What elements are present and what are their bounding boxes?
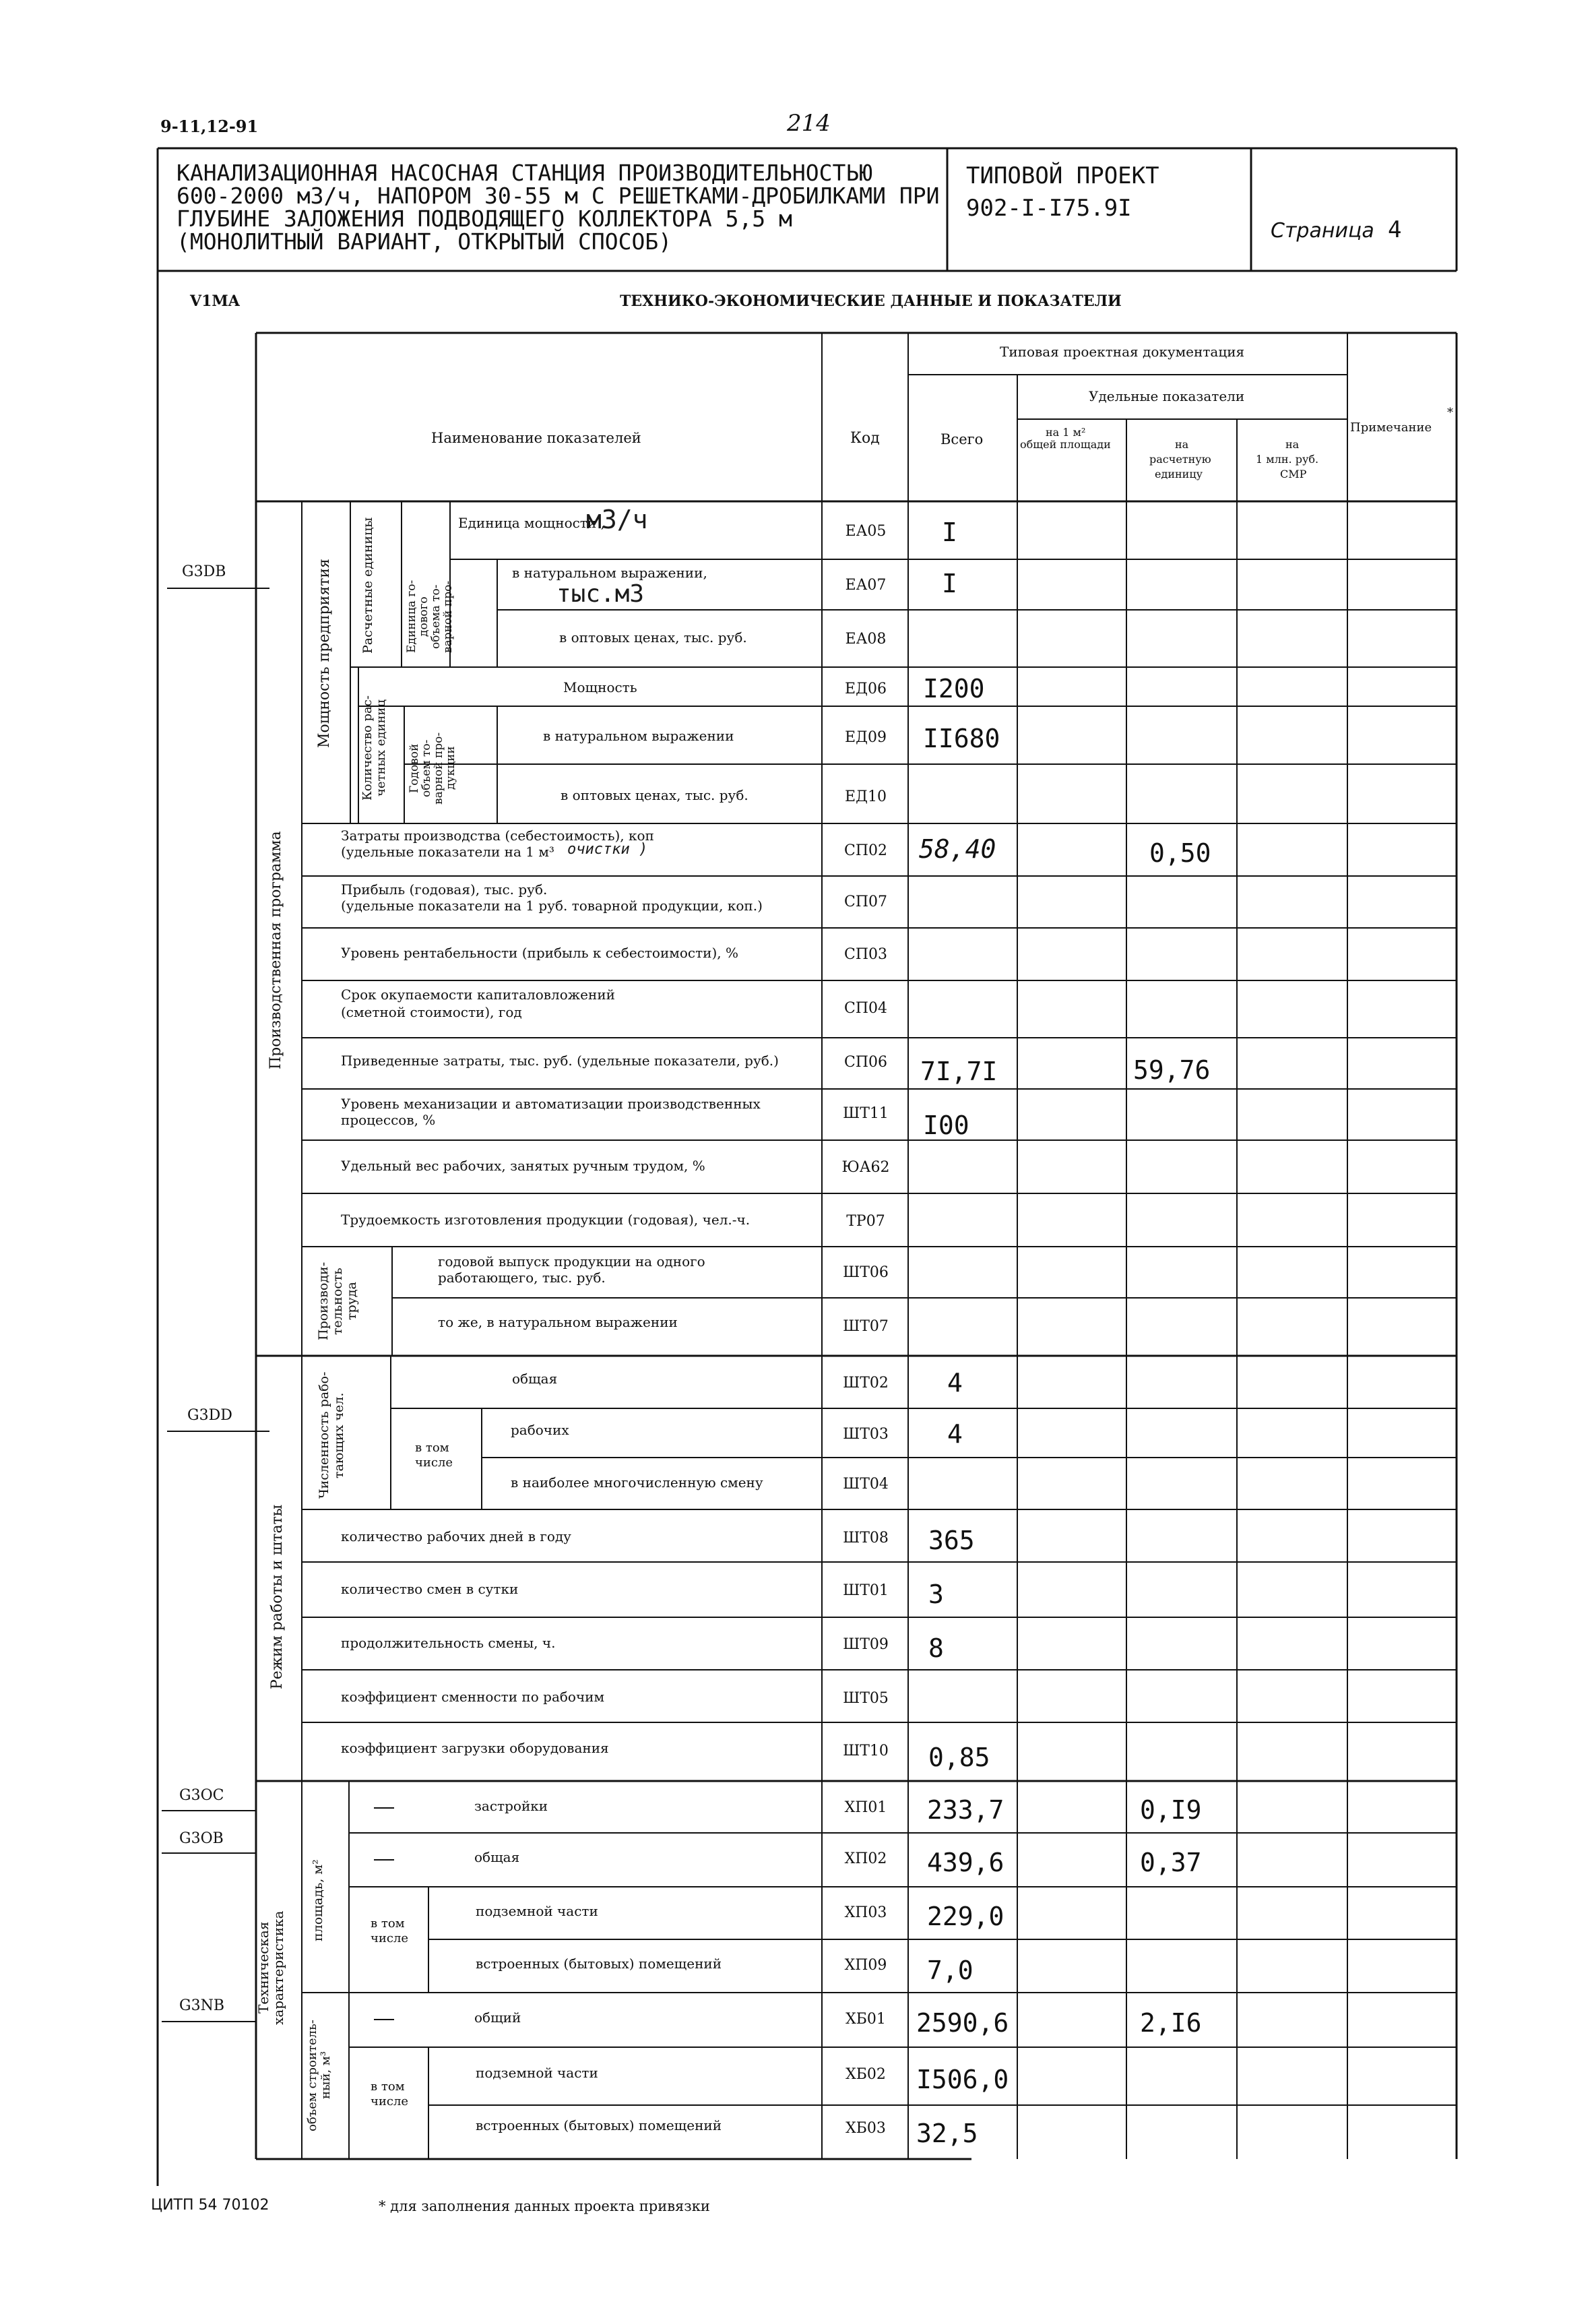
row-code: СП06	[843, 1054, 887, 1071]
header-per-unit-2: расчетную	[1149, 453, 1211, 466]
header-per-unit-1: на	[1175, 438, 1189, 451]
row-label: Приведенные затраты, тыс. руб. (удельные показатели, руб.)	[341, 1053, 779, 1069]
footer-note: * для заполнения данных проекта привязки	[379, 2198, 710, 2214]
row-total: 439,6	[927, 1848, 1004, 1877]
row-label: Прибыль (годовая), тыс. руб.	[341, 881, 548, 898]
group-workers-count: Численность рабо- тающих чел.	[317, 1371, 346, 1499]
row-total: 7,0	[927, 1956, 973, 1985]
group-calc-units-count: Количество рас- четных единиц	[360, 695, 388, 801]
row-code: ХП02	[844, 1850, 887, 1867]
row-code: ХБ02	[845, 2066, 886, 2083]
row-label: в наиболее многочисленную смену	[511, 1474, 763, 1491]
row-label: то же, в натуральном выражении	[438, 1314, 678, 1330]
row-label-2: (сметной стоимости), год	[341, 1004, 522, 1020]
row-label-2: (удельные показатели на 1 м³	[341, 844, 554, 860]
row-code: ШТ08	[843, 1530, 889, 1546]
row-code: ШТ01	[843, 1582, 889, 1599]
row-total: 58,40	[919, 834, 996, 864]
row-code: ХБ01	[845, 2011, 886, 2028]
row-label: рабочих	[511, 1422, 569, 1438]
row-label: в натуральном выражении	[543, 728, 734, 744]
row-code: ЕА08	[845, 631, 887, 648]
row-label: Уровень рентабельности (прибыль к себестоимости), %	[341, 945, 739, 961]
project-number: 902-I-I75.9I	[966, 195, 1132, 222]
row-code: ХБ03	[845, 2120, 886, 2137]
project-label: ТИПОВОЙ ПРОЕКТ	[966, 162, 1159, 189]
row-label: общая	[474, 1849, 520, 1865]
row-code: ХП01	[844, 1799, 887, 1816]
header-specific: Удельные показатели	[1089, 388, 1245, 404]
header-total: Всего	[940, 431, 984, 447]
row-code: СП03	[843, 946, 887, 963]
header-per-unit-3: единицу	[1155, 468, 1203, 480]
group-production-program: Производственная программа	[267, 831, 284, 1069]
header-per-mln-3: СМР	[1280, 468, 1307, 480]
row-code: ЮА62	[841, 1159, 890, 1176]
row-per-unit: 2,I6	[1140, 2008, 1202, 2038]
row-code: ШТ04	[843, 1476, 889, 1493]
group-enterprise-capacity: Мощность предприятия	[316, 559, 333, 749]
row-label-hand: тыс.м3	[556, 580, 645, 608]
section-code: V1MA	[190, 292, 240, 310]
row-total: 233,7	[927, 1795, 1004, 1825]
side-code-g3nb: G3NB	[179, 1997, 224, 2014]
side-code-g3dd: G3DD	[187, 1407, 232, 1424]
row-code: ЕА05	[845, 523, 887, 540]
row-label: продолжительность смены, ч.	[341, 1635, 556, 1651]
header-code: Код	[850, 430, 880, 447]
row-code: СП07	[843, 894, 887, 910]
row-code: ШТ07	[843, 1318, 889, 1335]
row-code: ЕА07	[845, 577, 887, 594]
row-total: I	[942, 569, 957, 598]
row-total: 4	[947, 1368, 963, 1398]
group-area: площадь, м²	[311, 1859, 325, 1941]
row-label: Единица мощности ,	[458, 515, 605, 531]
header-per-mln-2: 1 млн. руб.	[1256, 453, 1319, 466]
row-per-unit: 59,76	[1133, 1055, 1211, 1085]
row-label: количество рабочих дней в году	[341, 1528, 571, 1544]
header-note-star: *	[1447, 406, 1453, 420]
header-typical-docs: Типовая проектная документация	[1000, 344, 1245, 360]
row-per-unit: 0,37	[1140, 1848, 1202, 1877]
row-total: 0,85	[928, 1743, 990, 1772]
title-line-1: КАНАЛИЗАЦИОННАЯ НАСОСНАЯ СТАНЦИЯ ПРОИЗВОДИТЕЛЬНОСТЬЮ	[177, 160, 873, 186]
row-label: подземной части	[476, 2065, 598, 2081]
row-label: застройки	[474, 1798, 548, 1814]
header-note: Примечание	[1350, 420, 1432, 435]
header-name: Наименование показателей	[431, 430, 641, 446]
row-label: коэффициент сменности по рабочим	[341, 1689, 605, 1705]
row-total: 4	[947, 1419, 963, 1449]
side-code-g3ob: G3OB	[179, 1830, 224, 1847]
row-code: ШТ05	[843, 1690, 889, 1707]
header-per-mln-1: на	[1285, 438, 1300, 451]
row-label: Трудоемкость изготовления продукции (годовая), чел.-ч.	[341, 1212, 751, 1228]
row-label: общая	[512, 1371, 558, 1387]
row-label: подземной части	[476, 1903, 598, 1919]
row-total: 365	[928, 1526, 975, 1555]
row-label-hand: очистки )	[567, 841, 648, 858]
title-line-3: ГЛУБИНЕ ЗАЛОЖЕНИЯ ПОДВОДЯЩЕГО КОЛЛЕКТОРА 5,5 м	[177, 206, 792, 232]
row-code: ХП09	[844, 1957, 887, 1974]
group-labor-productivity: Производи- тельность труда	[316, 1261, 359, 1341]
row-label: встроенных (бытовых) помещений	[476, 2117, 722, 2133]
row-code: ЕД06	[845, 681, 887, 697]
row-label: коэффициент загрузки оборудования	[341, 1740, 609, 1756]
row-label: Срок окупаемости капиталовложений	[341, 987, 616, 1003]
row-label: в оптовых ценах, тыс. руб.	[559, 629, 747, 646]
row-total: 7I,7I	[920, 1057, 998, 1086]
row-label-2: работающего, тыс. руб.	[438, 1270, 606, 1286]
row-code: ШТ06	[843, 1264, 889, 1281]
row-code: ШТ02	[843, 1375, 889, 1392]
row-per-unit: 0,50	[1149, 838, 1211, 868]
group-annual-volume: Годовой объем то- варной про- дукции	[408, 732, 457, 805]
group-technical-characteristics: Техническая характеристика	[255, 1910, 286, 2025]
row-total: I00	[923, 1111, 969, 1140]
row-label: Удельный вес рабочих, занятых ручным трудом, %	[341, 1158, 705, 1174]
row-total: I	[942, 518, 957, 547]
side-code-g3db: G3DB	[182, 563, 226, 580]
side-code-g3oc: G3OC	[179, 1787, 224, 1804]
row-label: Уровень механизации и автоматизации производственных	[341, 1096, 761, 1112]
row-code: ШТ11	[843, 1105, 889, 1122]
row-code: ХП03	[844, 1904, 887, 1921]
row-code: ШТ10	[843, 1743, 889, 1759]
group-calc-units: Расчетные единицы	[360, 517, 375, 654]
row-total: 8	[928, 1633, 944, 1663]
row-total: I506,0	[916, 2065, 1009, 2094]
row-label-hand: м3/ч	[586, 505, 648, 534]
row-code: СП02	[843, 842, 887, 859]
page-value: 4	[1388, 216, 1402, 243]
row-total: 3	[928, 1580, 944, 1609]
header-per-m2-2: общей площади	[1020, 438, 1111, 451]
row-label: встроенных (бытовых) помещений	[476, 1956, 722, 1972]
incl-label-workers: в том числе	[415, 1441, 453, 1470]
title-line-2: 600-2000 м3/ч, НАПОРОМ 30-55 м С РЕШЕТКАМИ-ДРОБИЛКАМИ ПРИ	[177, 183, 940, 209]
group-work-mode: Режим работы и штаты	[269, 1504, 286, 1690]
row-code: ТР07	[846, 1213, 885, 1230]
table-title: ТЕХНИКО-ЭКОНОМИЧЕСКИЕ ДАННЫЕ И ПОКАЗАТЕЛИ	[620, 292, 1122, 310]
row-code: ЕД09	[845, 729, 887, 746]
row-label: в оптовых ценах, тыс. руб.	[561, 787, 748, 803]
group-unit-annual-output: Единица го- дового объема то- варной про-	[405, 580, 455, 654]
row-code: ШТ09	[843, 1636, 889, 1653]
row-label-2: процессов, %	[341, 1112, 436, 1128]
row-label: количество смен в сутки	[341, 1581, 519, 1597]
row-label: Мощность	[563, 679, 637, 695]
page-label: Страница	[1271, 219, 1374, 243]
row-total: I200	[923, 674, 985, 704]
row-label: Затраты производства (себестоимость), коп	[341, 827, 654, 844]
row-label: годовой выпуск продукции на одного	[438, 1253, 705, 1270]
page-number: 214	[787, 110, 831, 137]
row-label: в натуральном выражении,	[512, 565, 707, 581]
row-label: общий	[474, 2009, 521, 2026]
row-label-2: (удельные показатели на 1 руб. товарной продукции, коп.)	[341, 898, 763, 914]
row-total: 2590,6	[916, 2008, 1009, 2038]
header-per-m2-1: на 1 м²	[1046, 426, 1086, 439]
footer-left: ЦИТП 54 70102	[151, 2197, 269, 2214]
incl-label-volume: в том числе	[371, 2080, 409, 2108]
doc-number: 9-11,12-91	[160, 117, 259, 136]
group-volume: объем строитель- ный, м³	[305, 2020, 333, 2131]
row-total: II680	[923, 724, 1000, 753]
title-line-4: (МОНОЛИТНЫЙ ВАРИАНТ, ОТКРЫТЫЙ СПОСОБ)	[177, 228, 672, 255]
row-code: ЕД10	[845, 788, 887, 805]
row-total: 229,0	[927, 1902, 1004, 1931]
incl-label-area: в том числе	[371, 1916, 409, 1945]
row-code: ШТ03	[843, 1426, 889, 1443]
row-code: СП04	[843, 1000, 887, 1017]
row-per-unit: 0,I9	[1140, 1795, 1202, 1825]
row-total: 32,5	[916, 2119, 978, 2148]
